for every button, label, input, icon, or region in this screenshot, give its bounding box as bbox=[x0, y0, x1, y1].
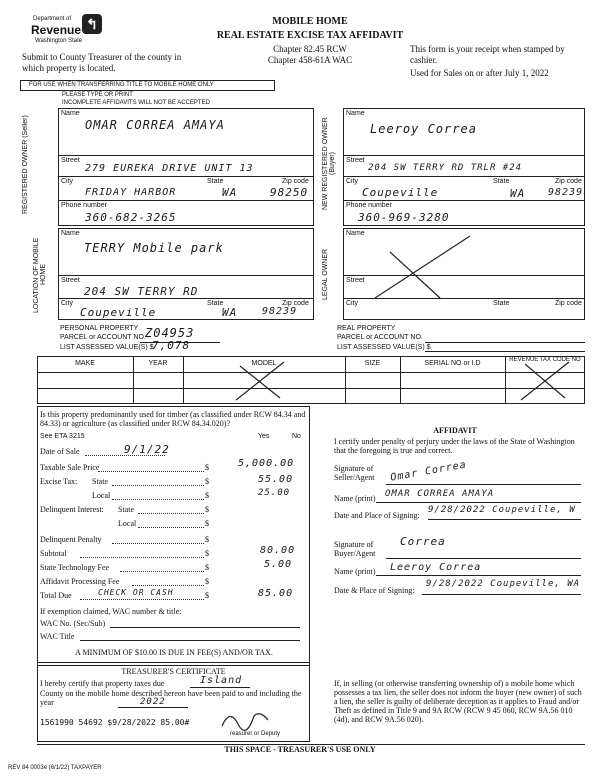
cashier-stamp: 1561990 54692 $9/28/2022 85.00# bbox=[40, 718, 190, 727]
buyer-zip[interactable]: 98239 bbox=[548, 187, 584, 198]
buyer-sig-label: Signature of Buyer/Agent bbox=[334, 540, 376, 558]
subtotal-dollar: $ bbox=[205, 549, 209, 558]
seller-sig-label: Signature of Seller/Agent bbox=[334, 464, 375, 482]
buyer-city-label: City bbox=[346, 178, 359, 185]
timber-yes[interactable]: Yes bbox=[258, 433, 270, 440]
taxcode-strike bbox=[515, 358, 575, 402]
treasurer-text: I hereby certify that property taxes due bbox=[40, 679, 165, 688]
delinq-pen-label: Delinquent Penalty bbox=[40, 535, 102, 544]
price-label: Taxable Sale Price bbox=[40, 463, 100, 472]
seller-date-label: Date and Place of Signing: bbox=[334, 511, 420, 520]
treasurer-signature bbox=[220, 706, 270, 734]
buyer-name-label: Name bbox=[346, 110, 365, 117]
dor-logo bbox=[31, 14, 106, 54]
pp-parcel-value[interactable]: Z04953 bbox=[145, 326, 195, 340]
buyer-street-label: Street bbox=[346, 157, 365, 164]
wac-no-label: WAC No. (Sec/Sub) bbox=[40, 619, 106, 628]
delinq-local-label: Local bbox=[118, 519, 137, 528]
used-for-text: Used for Sales on or after July 1, 2022 bbox=[410, 68, 549, 78]
price-dollar: $ bbox=[205, 463, 209, 472]
buyer-name[interactable]: Leeroy Correa bbox=[370, 122, 477, 136]
affidavit-dollar: $ bbox=[205, 577, 209, 586]
model-strike bbox=[230, 358, 290, 402]
legal-name-label: Name bbox=[346, 230, 365, 237]
location-name-label: Name bbox=[61, 230, 80, 237]
state-dollar: $ bbox=[205, 477, 209, 486]
local-tax-label: Local bbox=[92, 491, 111, 500]
location-street[interactable]: 204 SW TERRY RD bbox=[84, 285, 199, 298]
timber-question: Is this property predominantly used for timber (as classified under RCW 84.34 and 84.33) or agriculture (as classified under RCW 84.34.020)? bbox=[40, 410, 306, 428]
seller-date-place[interactable]: 9/28/2022 Coupeville, W bbox=[428, 505, 576, 515]
legal-state-label: State bbox=[493, 300, 510, 307]
treasurer-title: TREASURER'S CERTIFICATE bbox=[121, 667, 226, 676]
subtotal-value[interactable]: 80.00 bbox=[260, 545, 296, 556]
logo-icon: ↰ bbox=[82, 14, 102, 34]
date-sale-label: Date of Sale bbox=[40, 447, 80, 456]
incomplete-note: INCOMPLETE AFFIDAVITS WILL NOT BE ACCEPTED bbox=[62, 100, 210, 106]
tech-fee-value[interactable]: 5.00 bbox=[264, 559, 293, 570]
chapter-1: Chapter 82.45 RCW bbox=[273, 44, 347, 54]
seller-street[interactable]: 279 EUREKA DRIVE UNIT 13 bbox=[85, 163, 254, 174]
location-zip[interactable]: 98239 bbox=[262, 306, 298, 317]
legal-street-label: Street bbox=[346, 277, 365, 284]
receipt-text: This form is your receipt when stamped by cashier. bbox=[410, 44, 565, 65]
location-street-label: Street bbox=[61, 277, 80, 284]
buyer-print[interactable]: Leeroy Correa bbox=[390, 562, 482, 573]
col-size: SIZE bbox=[364, 360, 381, 367]
state-tax-label: State bbox=[92, 477, 108, 486]
total-value[interactable]: 85.00 bbox=[258, 588, 294, 599]
tech-fee-label: State Technology Fee bbox=[40, 563, 110, 572]
col-model: MODEL bbox=[251, 360, 277, 367]
affidavit-title: AFFIDAVIT bbox=[433, 426, 477, 435]
seller-name[interactable]: OMAR CORREA AMAYA bbox=[85, 118, 225, 132]
local-dollar: $ bbox=[205, 491, 209, 500]
affidavit-text: I certify under penalty of perjury under the laws of the State of Washington that the foregoing is true and correct. bbox=[334, 437, 575, 455]
location-state[interactable]: WA bbox=[222, 306, 238, 319]
chapter-2: Chapter 458-61A WAC bbox=[267, 55, 353, 65]
legal-strike bbox=[370, 232, 480, 302]
wac-title-label: WAC Title bbox=[40, 632, 75, 641]
buyer-signature[interactable]: Correa bbox=[400, 535, 446, 548]
form-number: REV 84 0003e (6/1/22) TAXPAYER bbox=[8, 765, 102, 771]
fraud-notice: If, in selling (or otherwise transferring ownership of) a mobile home which possesses a tax lien, the seller does not inform the buyer (new owner) of such a lien, the seller is guilty of deliberate deception as it applies to Fraud and/or Theft as defined in Title 9 and 9A RCW (RCW 9 45 060, RCW 9A.56 010 (4d), and RCW 9A.56 020). bbox=[334, 679, 582, 724]
dept-line1: Department of bbox=[33, 16, 72, 22]
seller-phone-label: Phone number bbox=[61, 202, 107, 209]
exemption-text: If exemption claimed, WAC number & title: bbox=[40, 607, 182, 616]
seller-print-label: Name (print) bbox=[334, 494, 376, 503]
legal-city-label: City bbox=[346, 300, 359, 307]
timber-no[interactable]: No bbox=[292, 433, 301, 440]
location-city-label: City bbox=[61, 300, 74, 307]
seller-city-label: City bbox=[61, 178, 74, 185]
submit-text: Submit to County Treasurer of the county in which property is located. bbox=[22, 52, 182, 73]
col-serial: SERIAL NO or I.D bbox=[424, 360, 481, 367]
delinq-state-label: State bbox=[118, 505, 134, 514]
state-tax-value[interactable]: 55.00 bbox=[258, 474, 294, 485]
date-sale-value[interactable]: 9/1/22 bbox=[124, 443, 170, 456]
seller-zip[interactable]: 98250 bbox=[270, 186, 309, 199]
buyer-state[interactable]: WA bbox=[510, 187, 526, 200]
seller-side-label: REGISTERED OWNER (Seller) bbox=[22, 115, 29, 215]
delinq-pen-dollar: $ bbox=[205, 535, 209, 544]
pp-list-value[interactable]: 7,078 bbox=[152, 339, 191, 352]
buyer-phone[interactable]: 360-969-3280 bbox=[358, 211, 450, 224]
buyer-city[interactable]: Coupeville bbox=[362, 186, 439, 199]
seller-print[interactable]: OMAR CORREA AMAYA bbox=[385, 489, 495, 499]
seller-state[interactable]: WA bbox=[222, 186, 238, 199]
local-tax-value[interactable]: 25.00 bbox=[258, 488, 291, 498]
col-tax-code: REVENUE TAX CODE NO bbox=[509, 357, 581, 363]
buyer-state-label: State bbox=[493, 178, 510, 185]
tech-dollar: $ bbox=[205, 563, 209, 572]
legal-side-label: LEGAL OWNER bbox=[322, 248, 329, 300]
subtotal-label: Subtotal bbox=[40, 549, 67, 558]
location-city[interactable]: Coupeville bbox=[80, 306, 157, 319]
total-note[interactable]: CHECK OR CASH bbox=[98, 588, 174, 597]
rp-parcel-label: PARCEL or ACCOUNT NO. bbox=[337, 334, 423, 341]
seller-signature[interactable]: Omar Correa bbox=[389, 459, 468, 484]
seller-phone[interactable]: 360-682-3265 bbox=[85, 211, 177, 224]
please-type: PLEASE TYPE OR PRINT bbox=[62, 92, 133, 98]
excise-label: Excise Tax: bbox=[40, 477, 78, 486]
location-name[interactable]: TERRY Mobile park bbox=[84, 241, 224, 255]
dept-line3: Washington State bbox=[35, 38, 83, 44]
treasurer-year[interactable]: 2022 bbox=[140, 697, 166, 707]
rp-list-label: LIST ASSESSED VALUE(S) $ bbox=[337, 344, 431, 351]
location-zip-label: Zip code bbox=[282, 300, 309, 307]
delinq-int-label: Delinquent Interest: bbox=[40, 505, 104, 514]
seller-zip-label: Zip code bbox=[282, 178, 309, 185]
total-dollar: $ bbox=[205, 591, 209, 600]
minimum-note: A MINIMUM OF $10.00 IS DUE IN FEE(S) AND/OR TAX. bbox=[75, 648, 273, 657]
buyer-phone-label: Phone number bbox=[346, 202, 392, 209]
seller-state-label: State bbox=[207, 178, 224, 185]
seller-city[interactable]: FRIDAY HARBOR bbox=[85, 187, 177, 198]
dept-line2: Revenue bbox=[31, 23, 82, 37]
treasurer-text2: County on the mobile home described hereon have been paid to and including the year bbox=[40, 689, 302, 707]
location-state-label: State bbox=[207, 300, 224, 307]
total-label: Total Due bbox=[40, 591, 72, 600]
affidavit-fee-label: Affidavit Processing Fee bbox=[40, 577, 120, 586]
delinq-state-dollar: $ bbox=[205, 505, 209, 514]
banner bbox=[20, 80, 275, 91]
col-year: YEAR bbox=[148, 360, 168, 367]
location-side-label: LOCATION OF MOBILE HOME bbox=[33, 237, 47, 313]
buyer-street[interactable]: 204 SW TERRY RD TRLR #24 bbox=[368, 163, 523, 173]
form-title: MOBILE HOME bbox=[272, 16, 348, 27]
price-value[interactable]: 5,000.00 bbox=[238, 458, 295, 469]
pp-parcel-label: PARCEL or ACCOUNT NO. bbox=[60, 334, 146, 341]
form-subtitle: REAL ESTATE EXCISE TAX AFFIDAVIT bbox=[216, 30, 404, 41]
buyer-side-label: NEW REGISTERED OWNER (Buyer) bbox=[322, 117, 336, 211]
pp-list-label: LIST ASSESSED VALUE(S) $ bbox=[60, 344, 154, 351]
see-eta: See ETA 3215 bbox=[40, 433, 85, 440]
legal-zip-label: Zip code bbox=[555, 300, 582, 307]
delinq-local-dollar: $ bbox=[205, 519, 209, 528]
col-make: MAKE bbox=[75, 360, 95, 367]
treasurer-use-only: THIS SPACE - TREASURER'S USE ONLY bbox=[224, 745, 376, 754]
pp-label: PERSONAL PROPERTY bbox=[60, 325, 139, 332]
buyer-date-label: Date & Place of Signing: bbox=[334, 586, 415, 595]
banner-text: FOR USE WHEN TRANSFERRING TITLE TO MOBILE HOME ONLY bbox=[29, 82, 214, 88]
treasurer-county[interactable]: Island bbox=[200, 675, 243, 686]
treasurer-deputy-label: reasurer or Deputy bbox=[230, 731, 281, 737]
buyer-zip-label: Zip code bbox=[555, 178, 582, 185]
buyer-date-place[interactable]: 9/28/2022 Coupeville, WA bbox=[426, 579, 581, 589]
seller-name-label: Name bbox=[61, 110, 80, 117]
buyer-print-label: Name (print) bbox=[334, 567, 376, 576]
seller-street-label: Street bbox=[61, 157, 80, 164]
rp-label: REAL PROPERTY bbox=[337, 325, 396, 332]
